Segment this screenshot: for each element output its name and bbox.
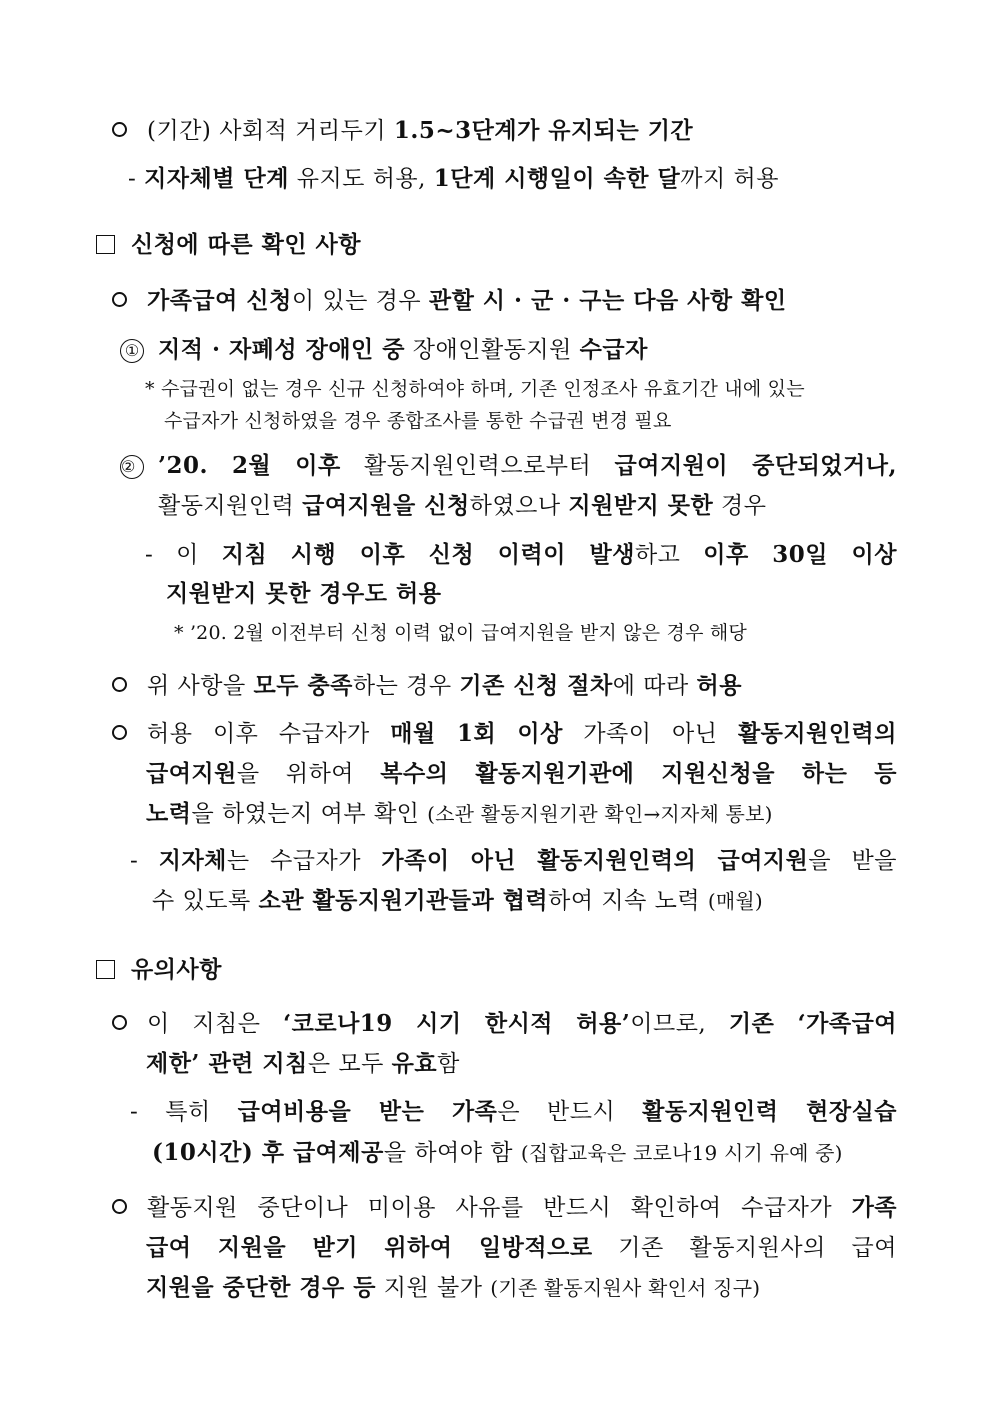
- bullet-circle-icon: [112, 1199, 127, 1214]
- notice-p2-line3: 지원을 중단한 경우 등 지원 불가 (기존 활동지원사 확인서 징구): [146, 1274, 761, 1301]
- bullet-circle-icon: [112, 677, 127, 692]
- section-heading-confirm: 신청에 따른 확인 사항: [96, 230, 361, 260]
- after-approval-line2: 급여지원을 위하여 복수의 활동지원기관에 지원신청을 하는 등: [146, 760, 897, 787]
- family-benefit-intro: 가족급여 신청이 있는 경우 관할 시 · 군 · 구는 다음 사항 확인: [112, 286, 787, 316]
- notice-p1-line1: 이 지침은 ‘코로나19 시기 한시적 허용’이므로, 기존 ‘가족급여: [112, 1009, 897, 1039]
- bullet-circle-icon: [112, 1015, 127, 1030]
- period-line: (기간) 사회적 거리두기 1.5~3단계가 유지되는 기간: [112, 116, 693, 146]
- notice-p2-line1: 활동지원 중단이나 미이용 사유를 반드시 확인하여 수급자가 가족: [112, 1193, 897, 1223]
- notice-p1-line2: 제한’ 관련 지침은 모두 유효함: [146, 1050, 460, 1077]
- item2-sub-line2: 지원받지 못한 경우도 허용: [166, 580, 442, 607]
- after-approval-line3: 노력을 하였는지 여부 확인 (소관 활동지원기관 확인→지자체 통보): [146, 800, 773, 827]
- checkbox-square-icon: [96, 960, 115, 979]
- section-heading-notes: 유의사항: [96, 955, 222, 985]
- number-1-icon: ①: [120, 339, 144, 363]
- item1-note-line2: 수급자가 신청하였을 경우 종합조사를 통한 수급권 변경 필요: [164, 410, 672, 432]
- all-conditions-line: 위 사항을 모두 충족하는 경우 기존 신청 절차에 따라 허용: [112, 671, 742, 701]
- local-gov-sub-line2: 수 있도록 소관 활동지원기관들과 협력하여 지속 노력 (매월): [152, 887, 763, 914]
- notice-p1-sub-line1: - 특히 급여비용을 받는 가족은 반드시 활동지원인력 현장실습: [130, 1098, 897, 1125]
- bullet-circle-icon: [112, 122, 127, 137]
- item2-note: * ’20. 2월 이전부터 신청 이력 없이 급여지원을 받지 않은 경우 해당: [174, 622, 747, 644]
- local-gov-sub-line1: - 지자체는 수급자가 가족이 아닌 활동지원인력의 급여지원을 받을: [130, 847, 897, 874]
- item2-sub-line1: - 이 지침 시행 이후 신청 이력이 발생하고 이후 30일 이상: [145, 541, 897, 568]
- bullet-circle-icon: [112, 725, 127, 740]
- checkbox-square-icon: [96, 235, 115, 254]
- condition-item-2-line1: ② ’20. 2월 이후 활동지원인력으로부터 급여지원이 중단되었거나,: [121, 452, 897, 479]
- period-sub-line: - 지자체별 단계 유지도 허용, 1단계 시행일이 속한 달까지 허용: [128, 165, 779, 192]
- after-approval-line1: 허용 이후 수급자가 매월 1회 이상 가족이 아닌 활동지원인력의: [112, 719, 897, 749]
- item1-note-line1: * 수급권이 없는 경우 신규 신청하여야 하며, 기존 인정조사 유효기간 내에 있는: [145, 378, 805, 400]
- bullet-circle-icon: [112, 292, 127, 307]
- notice-p2-line2: 급여 지원을 받기 위하여 일방적으로 기존 활동지원사의 급여: [146, 1234, 897, 1261]
- condition-item-1: ① 지적 · 자폐성 장애인 중 장애인활동지원 수급자: [120, 335, 648, 365]
- condition-item-2-line2: 활동지원인력 급여지원을 신청하였으나 지원받지 못한 경우: [158, 492, 767, 519]
- number-2-icon: ②: [120, 455, 144, 479]
- notice-p1-sub-line2: (10시간) 후 급여제공을 하여야 함 (집합교육은 코로나19 시기 유예 중): [152, 1139, 843, 1166]
